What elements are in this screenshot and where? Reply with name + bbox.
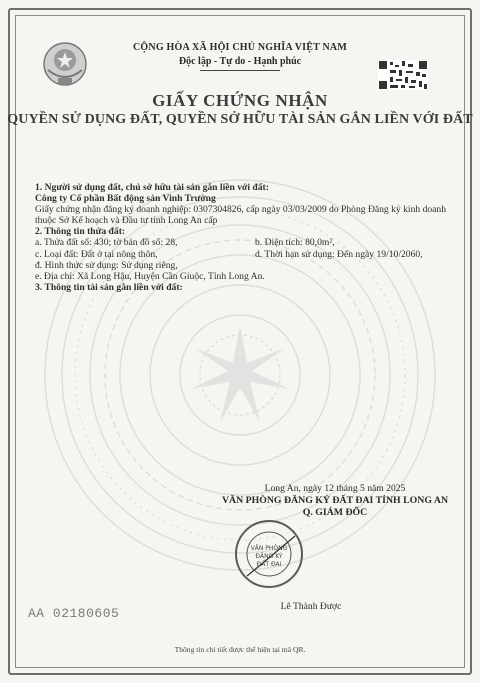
section-2-heading: 2. Thông tin thửa đất:: [35, 226, 126, 238]
serial-number: AA 02180605: [28, 606, 120, 621]
signature-block: [190, 483, 480, 519]
plot-area: b. Diện tích: 80,0m²,: [255, 237, 335, 249]
certificate-title: GIẤY CHỨNG NHẬN: [152, 91, 328, 110]
svg-text:ĐẤT ĐAI: ĐẤT ĐAI: [256, 561, 282, 568]
section-1-heading: 1. Người sử dụng đất, chủ sở hữu tài sản gắn liền với đất:: [35, 182, 269, 193]
usage-form: đ. Hình thức sử dụng: Sử dụng riêng,: [35, 259, 178, 271]
certificate-subtitle: QUYỀN SỬ DỤNG ĐẤT, QUYỀN SỞ HỮU TÀI SẢN GẮN LIỀN VỚI ĐẤT: [7, 112, 473, 127]
plot-number: a. Thửa đất số: 430; tờ bản đồ số: 28,: [35, 237, 178, 249]
signer-position: Q. GIÁM ĐỐC: [302, 507, 368, 518]
plot-area-row: [35, 237, 450, 248]
business-registration: Giấy chứng nhận đăng ký doanh nghiệp: 0307304826, cấp ngày 03/03/2009 do Phòng Đăng ký kinh doanh thuộc Sở Kế hoạch và Đầu tư tỉnh Long An cấp: [35, 204, 447, 227]
motto-underline: [200, 70, 280, 71]
nation-name: CỘNG HÒA XÃ HỘI CHỦ NGHĨA VIỆT NAM: [133, 42, 347, 53]
land-address: e. Địa chỉ: Xã Long Hậu, Huyện Cần Giuộc, Tỉnh Long An.: [35, 270, 265, 282]
signer-name: Lê Thành Được: [280, 601, 342, 612]
type-duration-row: [35, 249, 450, 260]
owner-name: Công ty Cổ phần Bất động sản Vinh Trường: [35, 193, 216, 205]
land-type: c. Loại đất: Đất ở tại nông thôn,: [35, 248, 158, 260]
certificate-body: [35, 182, 450, 293]
issuing-office: VĂN PHÒNG ĐĂNG KÝ ĐẤT ĐAI TỈNH LONG AN: [221, 495, 449, 506]
qr-footnote: Thông tin chi tiết được thể hiện tại mã QR.: [174, 645, 306, 654]
svg-text:ĐĂNG KÝ: ĐĂNG KÝ: [255, 553, 283, 560]
official-stamp-icon: [233, 518, 305, 590]
usage-duration: d. Thời hạn sử dụng: Đến ngày 19/10/2060,: [255, 248, 423, 260]
national-motto: Độc lập - Tự do - Hạnh phúc: [178, 56, 302, 67]
section-3-heading: 3. Thông tin tài sản gắn liền với đất:: [35, 281, 183, 293]
issue-date: Long An, ngày 12 tháng 5 năm 2025: [264, 483, 406, 494]
svg-text:VĂN PHÒNG: VĂN PHÒNG: [250, 545, 288, 552]
